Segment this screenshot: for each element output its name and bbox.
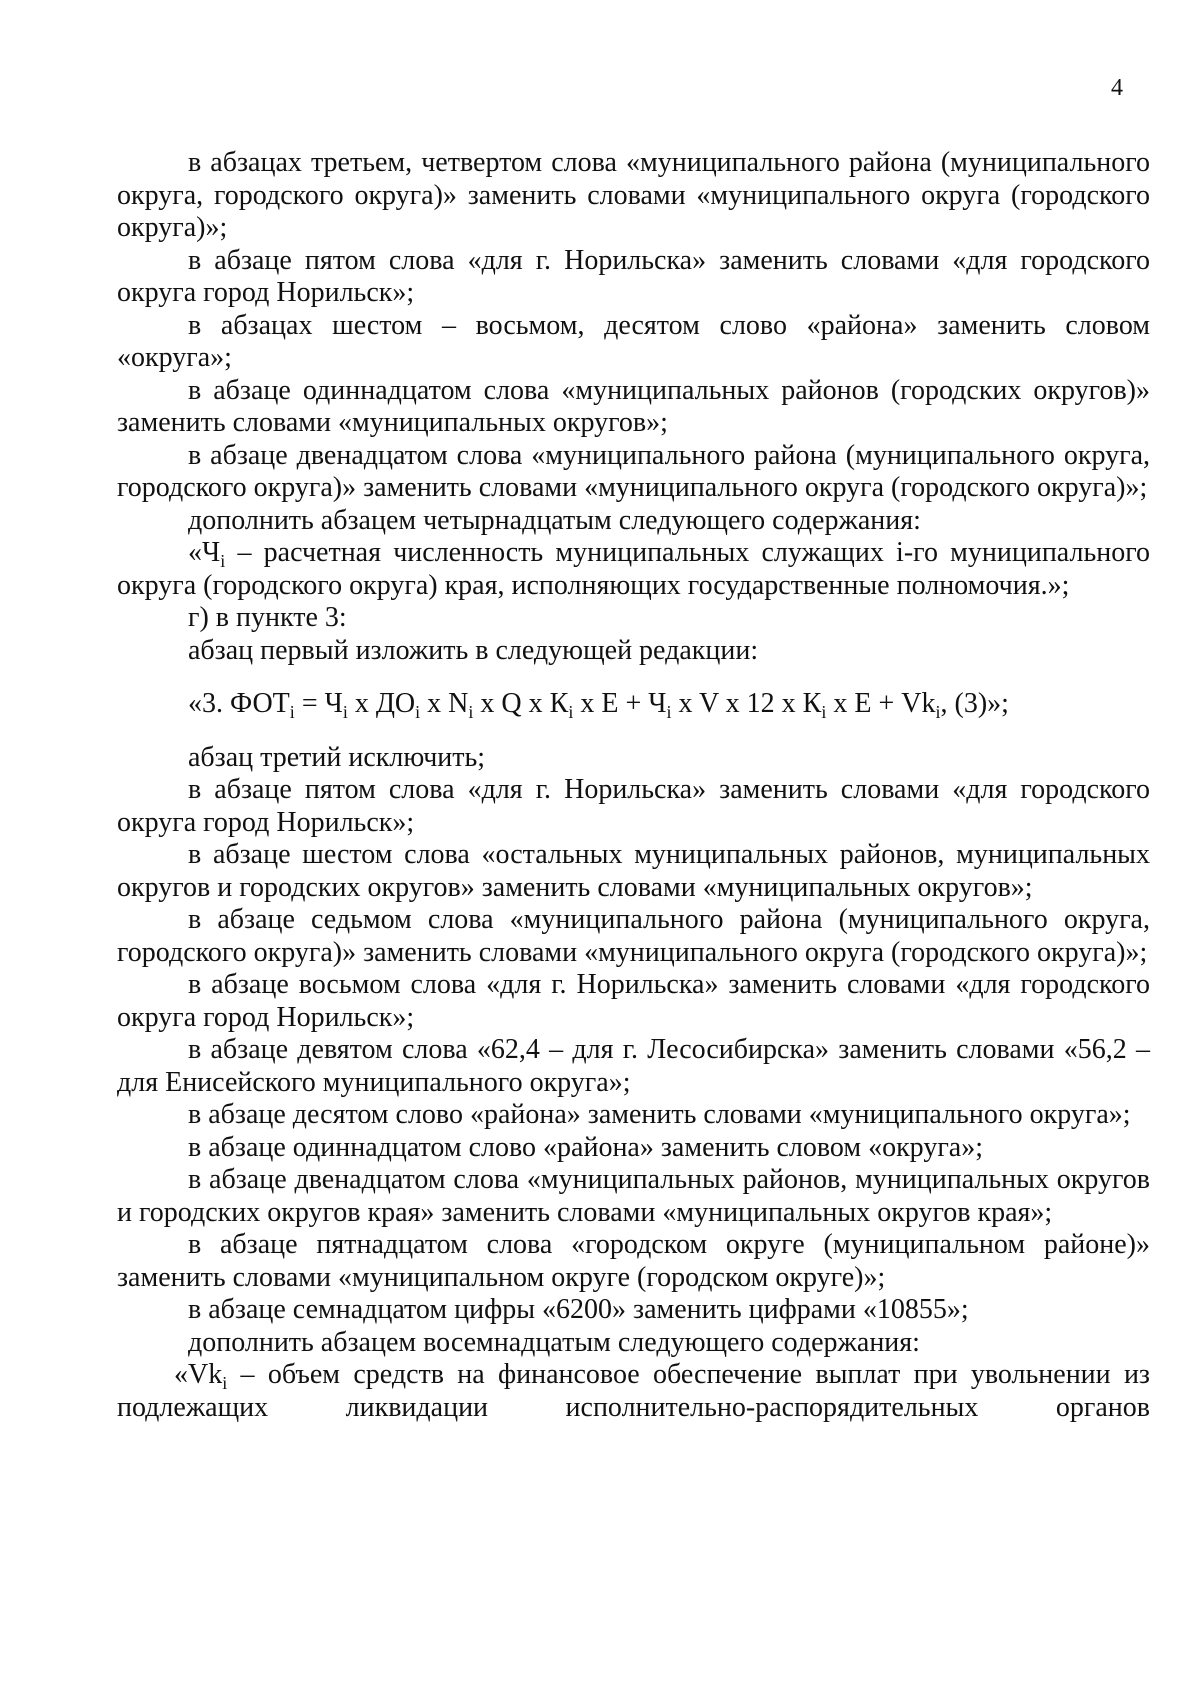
subscript-i: i (568, 702, 574, 722)
paragraph: абзац третий исключить; (188, 741, 486, 773)
subscript-i: i (415, 702, 421, 722)
paragraph: в абзаце двенадцатом слова «муниципального района (муниципального округа, городского округа)» заменить словами «муниципального округа (городского округа)»; (117, 439, 1150, 503)
definition-ch-paragraph (117, 537, 1150, 602)
formula-part: x ДО (347, 688, 416, 719)
paragraph: в абзаце двенадцатом слова «муниципальных районов, муниципальных округов и городских округов края» заменить словами «муниципальных округов края»; (117, 1164, 1150, 1228)
paragraph: в абзаце восьмом слова «для г. Норильска» заменить словами «для городского округа город Норильск»; (117, 969, 1150, 1033)
paragraph: в абзаце одиннадцатом слова «муниципальных районов (городских округов)» заменить словами «муниципальных округов»; (117, 374, 1150, 438)
paragraph: в абзаце шестом слова «остальных муниципальных районов, муниципальных округов и городских округов» заменить словами «муниципальных округов»; (117, 839, 1150, 903)
formula-part: , (3)»; (940, 688, 1009, 719)
formula-part: x V x 12 x К (671, 688, 822, 719)
paragraph: в абзацах третьем, четвертом слова «муниципального района (муниципального округа, городского округа)» заменить словами «муниципального округа (городского округа)»; (117, 147, 1150, 243)
paragraph: в абзаце пятом слова «для г. Норильска» заменить словами «для городского округа город Норильск»; (117, 774, 1150, 838)
subscript-i: i (468, 702, 474, 722)
subscript-i: i (342, 702, 348, 722)
definition-ch-prefix: «Ч (188, 537, 221, 568)
formula-part: x Q x К (473, 688, 569, 719)
subscript-i: i (666, 702, 672, 722)
formula-part: = Ч (294, 688, 343, 719)
subscript-i: i (821, 702, 827, 722)
formula-part: x Е + Ч (573, 688, 667, 719)
paragraph: в абзаце пятом слова «для г. Норильска» заменить словами «для городского округа город Норильск»; (117, 244, 1150, 308)
paragraph: в абзаце одиннадцатом слово «района» заменить словом «округа»; (188, 1131, 984, 1163)
paragraph: в абзаце седьмом слова «муниципального района (муниципального округа, городского округа)» заменить словами «муниципального округа (городского округа)»; (117, 904, 1150, 968)
paragraph: в абзаце пятнадцатом слова «городском округе (муниципальном районе)» заменить словами «муниципальном округе (городском округе)»; (117, 1229, 1150, 1293)
item-g: г) в пункте 3: (188, 602, 347, 633)
definition-ch-text: – расчетная численность муниципальных служащих i-го муниципального округа (городского округа) края, исполняющих государственные полномочия.»; (117, 537, 1150, 601)
document-body (117, 147, 1150, 1424)
paragraph: абзац первый изложить в следующей редакции: (188, 634, 759, 666)
paragraph: в абзацах шестом – восьмом, десятом слово «района» заменить словом «округа»; (117, 309, 1150, 373)
formula-fot (117, 667, 1150, 742)
formula-part: «3. ФОТ (188, 688, 290, 719)
paragraph: в абзаце девятом слова «62,4 – для г. Лесосибирска» заменить словами «56,2 – для Енисейского муниципального округа»; (117, 1034, 1150, 1098)
definition-vk-prefix: «Vk (174, 1359, 223, 1390)
subscript-i: i (220, 551, 226, 571)
paragraph: дополнить абзацем четырнадцатым следующего содержания: (188, 504, 921, 536)
paragraph: дополнить абзацем восемнадцатым следующего содержания: (188, 1326, 920, 1358)
formula-part: x N (420, 688, 469, 719)
subscript-i: i (222, 1373, 228, 1393)
paragraph: в абзаце семнадцатом цифры «6200» заменить цифрами «10855»; (188, 1294, 969, 1325)
formula-part: x Е + Vk (826, 688, 936, 719)
subscript-i: i (935, 702, 941, 722)
definition-vk-paragraph (117, 1359, 1150, 1424)
page-number: 4 (1111, 75, 1123, 101)
paragraph: в абзаце десятом слово «района» заменить словами «муниципального округа»; (188, 1099, 1131, 1130)
subscript-i: i (289, 702, 295, 722)
definition-vk-text: – объем средств на финансовое обеспечение выплат при увольнении из подлежащих ликвидации исполнительно-распорядительных органов (117, 1359, 1150, 1423)
